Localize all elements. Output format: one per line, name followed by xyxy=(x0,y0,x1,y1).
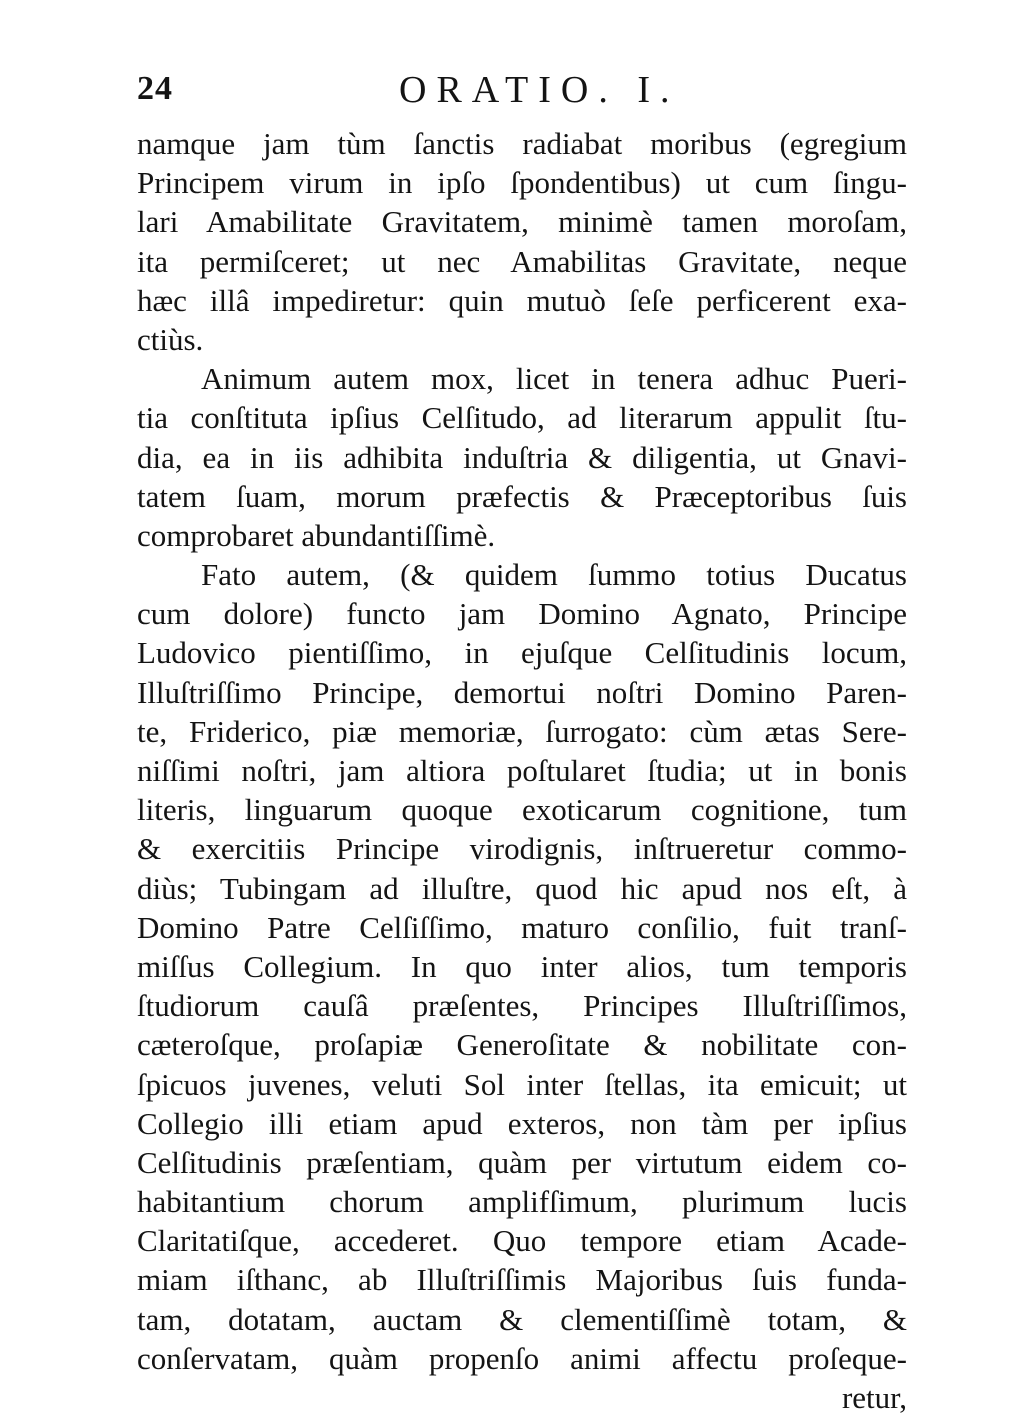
text-line: cum dolore) functo jam Domino Agnato, Principe xyxy=(137,596,907,632)
text-line: habitantium chorum amplifſimum, plurimum lucis xyxy=(137,1184,907,1220)
paragraph-start-line: Fato autem, (& quidem ſummo totius Ducatus xyxy=(201,557,907,593)
text-line: ita permiſceret; ut nec Amabilitas Gravitate, neque xyxy=(137,243,907,279)
text-line: Celſitudinis præſentiam, quàm per virtutum eidem co- xyxy=(137,1144,907,1180)
text-line: Ludovico pientiſſimo, in ejuſque Celſitudinis locum, xyxy=(137,635,907,671)
text-line: lari Amabilitate Gravitatem, minimè tamen moroſam, xyxy=(137,204,907,240)
text-line: hæc illâ impediretur: quin mutuò ſeſe perficerent exa- xyxy=(137,282,907,318)
text-line: Collegio illi etiam apud exteros, non tàm per ipſius xyxy=(137,1105,907,1141)
text-line: Domino Patre Celſiſſimo, maturo conſilio, fuit tranſ- xyxy=(137,909,907,945)
text-line: conſervatam, quàm propenſo animi affectu proſeque- xyxy=(137,1340,907,1376)
text-line: Claritatiſque, accederet. Quo tempore etiam Acade- xyxy=(137,1223,907,1259)
text-line: & exercitiis Principe virodignis, inſtrueretur commo- xyxy=(137,831,907,867)
text-line: tia conſtituta ipſius Celſitudo, ad literarum appulit ſtu- xyxy=(137,400,907,436)
text-line: Illuſtriſſimo Principe, demortui noſtri Domino Paren- xyxy=(137,674,907,710)
text-line: ctiùs. xyxy=(137,321,204,357)
text-line: ſpicuos juvenes, veluti Sol inter ſtellas, ita emicuit; ut xyxy=(137,1066,907,1102)
text-line: ſtudiorum cauſâ præſentes, Principes Illuſtriſſimos, xyxy=(137,988,907,1024)
text-line: dia, ea in iis adhibita induſtria & diligentia, ut Gnavi- xyxy=(137,439,907,475)
text-line: literis, linguarum quoque exoticarum cognitione, tum xyxy=(137,792,907,828)
text-line: tatem ſuam, morum præfectis & Præceptoribus ſuis xyxy=(137,478,907,514)
text-line: niſſimi noſtri, jam altiora poſtularet ſtudia; ut in bonis xyxy=(137,753,907,788)
body-text xyxy=(137,124,907,1417)
paragraph-start-line: Animum autem mox, licet in tenera adhuc Pueri- xyxy=(201,361,907,397)
text-line: te, Friderico, piæ memoriæ, ſurrogato: cùm ætas Sere- xyxy=(137,713,907,749)
text-line: comprobaret abundantiſſimè. xyxy=(137,517,496,553)
catchword-line: retur, xyxy=(841,1380,907,1415)
text-line: miam iſthanc, ab Illuſtriſſimis Majoribus ſuis funda- xyxy=(137,1262,907,1298)
text-line: tam, dotatam, auctam & clementiſſimè totam, & xyxy=(137,1301,907,1337)
page-header xyxy=(137,66,905,114)
text-line: diùs; Tubingam ad illuſtre, quod hic apud nos eſt, à xyxy=(137,870,907,906)
text-line: Principem virum in ipſo ſpondentibus) ut cum ſingu- xyxy=(137,165,907,201)
running-title: ORATIO. I. xyxy=(399,69,680,111)
text-line: namque jam tùm ſanctis radiabat moribus (egregium xyxy=(137,126,907,161)
text-line: cæteroſque, proſapiæ Generoſitate & nobilitate con- xyxy=(137,1027,907,1063)
page-number: 24 xyxy=(137,70,173,107)
text-line: miſſus Collegium. In quo inter alios, tum temporis xyxy=(137,948,907,984)
